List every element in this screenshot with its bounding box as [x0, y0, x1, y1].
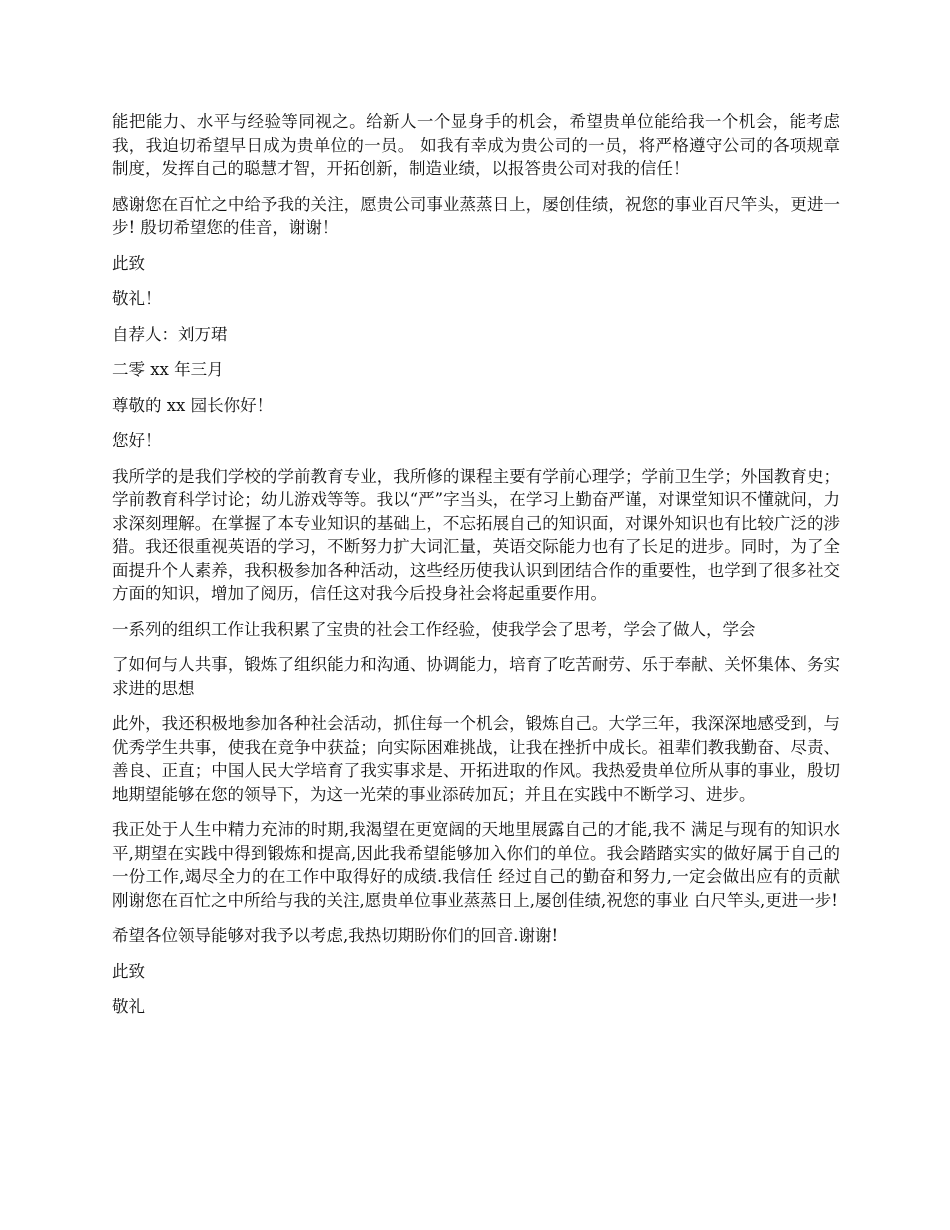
salutation-jingli: 敬礼！	[112, 289, 162, 308]
paragraph-hope: 希望各位领导能够对我予以考虑,我热切期盼你们的回音.谢谢!	[112, 926, 559, 945]
paragraph-activities: 此外，我还积极地参加各种社会活动，抓住每一个机会，锻炼自己。大学三年，我深深地感受到，与优秀学生共事，使我在竞争中获益；向实际困难挑战，让我在挫折中成长。祖辈们教我勤奋、尽责、善良、正直；中国人民大学培育了我实事求是、开拓进取的作风。我热爱贵单位所从事的事业，殷切地期望能够在您的领导下，为这一光荣的事业添砖加瓦；并且在实践中不断学习、进步。	[112, 714, 840, 804]
paragraph-education: 我所学的是我们学校的学前教育专业，我所修的课程主要有学前心理学；学前卫生学；外国教育史；学前教育科学讨论；幼儿游戏等等。我以“严”字当头，在学习上勤奋严谨，对课堂知识不懂就问，力求深刻理解。在掌握了本专业知识的基础上，不忘拓展自己的知识面，对课外知识也有比较广泛的涉猎。我还很重视英语的学习，不断努力扩大词汇量，英语交际能力也有了长足的进步。同时，为了全面提升个人素养，我积极参加各种活动，这些经历使我认识到团结合作的重要性，也学到了很多社交方面的知识，增加了阅历，信任这对我今后投身社会将起重要作用。	[112, 466, 840, 603]
letter-hello: 您好！	[112, 431, 162, 450]
paragraph-thanks: 感谢您在百忙之中给予我的关注，愿贵公司事业蒸蒸日上，屡创佳绩，祝您的事业百尺竿头，更进一步! 殷切希望您的佳音，谢谢！	[112, 194, 840, 237]
document-body	[112, 110, 840, 1031]
salutation-cizhi-2: 此致	[112, 961, 145, 981]
signature-date: 二零 xx 年三月	[112, 360, 224, 379]
paragraph-closing-intro: 能把能力、水平与经验等同视之。给新人一个显身手的机会，希望贵单位能给我一个机会，能考虑我，我迫切希望早日成为贵单位的一员。 如我有幸成为贵公司的一员，将严格遵守公司的各项规章制度，发挥自己的聪慧才智，开拓创新，制造业绩，以报答贵公司对我的信任！	[112, 112, 840, 178]
paragraph-work-experience-2: 了如何与人共事，锻炼了组织能力和沟通、协调能力，培育了吃苦耐劳、乐于奉献、关怀集体、务实求进的思想	[112, 655, 840, 698]
signature-author: 自荐人：刘万珺	[112, 324, 228, 344]
salutation-cizhi: 此致	[112, 253, 145, 273]
paragraph-work-experience-1: 一系列的组织工作让我积累了宝贵的社会工作经验，使我学会了思考，学会了做人，学会	[112, 619, 756, 639]
salutation-jingli-2: 敬礼	[112, 997, 145, 1016]
paragraph-aspiration: 我正处于人生中精力充沛的时期,我渴望在更宽阔的天地里展露自己的才能,我不 满足与现有的知识水平,期望在实践中得到锻炼和提高,因此我希望能够加入你们的单位。我会踏踏实实的做好属于自己的一份工作,竭尽全力的在工作中取得好的成绩.我信任 经过自己的勤奋和努力,一定会做出应有的贡献 刚谢您在百忙之中所给与我的关注,愿贵单位事业蒸蒸日上,屡创佳绩,祝您的事业 白尺竿头,更进一步!	[112, 820, 840, 910]
letter-greeting: 尊敬的 xx 园长你好！	[112, 395, 274, 415]
